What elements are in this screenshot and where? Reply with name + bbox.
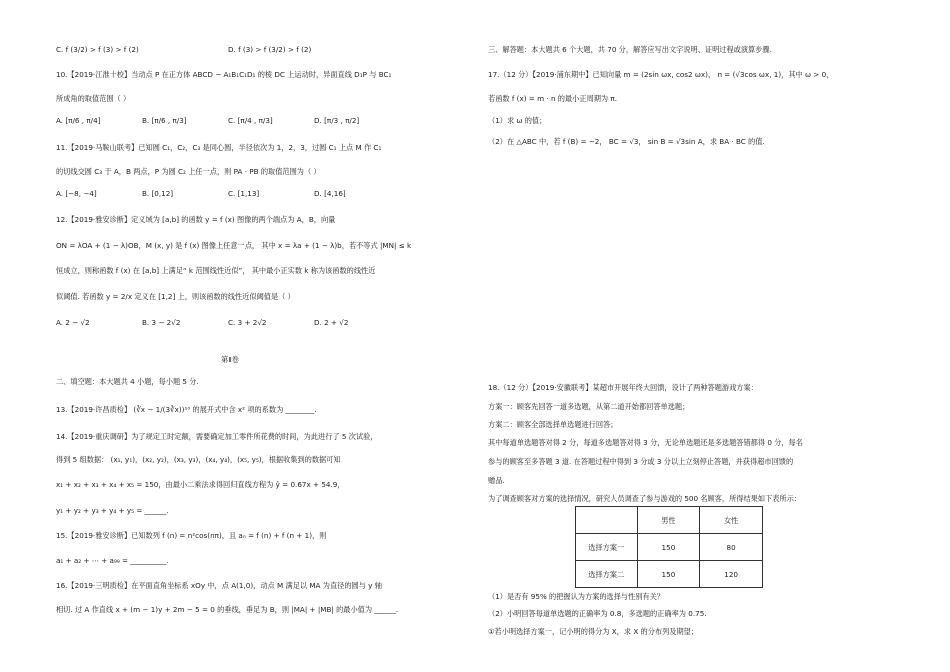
question-18-part2: （2）小明回答每道单选题的正确率为 0.8，多选题的正确率为 0.75. — [488, 609, 707, 618]
question-17-part2: （2）在 △ABC 中，若 f (B) = −2， BC = √3， sin B = √3sin A，求 BA · BC 的值. — [488, 137, 765, 146]
option-d-q11: D. [4,16] — [314, 189, 346, 198]
question-15-line2: a₁ + a₂ + ⋯ + a₉₉ = __________. — [56, 556, 169, 565]
table-cell: 150 — [637, 561, 700, 588]
option-c-q12: C. 3 + 2√2 — [228, 318, 267, 327]
table-cell: 选择方案一 — [576, 534, 638, 561]
solutions-heading: 三、解答题：本大题共 6 个大题，共 70 分，解答应写出文字说明、证明过程或演算步骤. — [488, 45, 772, 54]
table-row — [576, 561, 763, 588]
question-11-cont: 的切线交圆 C₃ 于 A，B 两点，P 为圆 C₂ 上任一点，则 PA · PB 的取值范围为（ ） — [56, 167, 321, 176]
survey-table — [575, 506, 763, 588]
question-14: 14.【2019·重庆调研】为了规定工时定额，需要确定加工零件所花费的时间，为此进行了 5 次试验， — [56, 432, 378, 441]
fill-blank-heading: 二、填空题：本大题共 4 小题，每小题 5 分. — [56, 377, 199, 386]
question-14-line4: y₁ + y₂ + y₃ + y₄ + y₅ = ______. — [56, 506, 169, 515]
question-12-line3: 恒成立，则称函数 f (x) 在 [a,b] 上满足“ k 范围线性近似”， 其中最小正实数 k 称为该函数的线性近 — [56, 266, 376, 275]
question-12-line2: ON = λOA + (1 − λ)OB，M (x, y) 是 f (x) 图像上任意一点， 其中 x = λa + (1 − λ)b，若不等式 |MN| ≤ k — [56, 241, 412, 250]
question-14-line2: 得到 5 组数据： (x₁, y₁)，(x₂, y₂)，(x₃, y₃)，(x₄, y₄)，(x₅, y₅)，根据收集到的数据可知 — [56, 455, 341, 464]
question-12: 12.【2019·雅安诊断】定义域为 [a,b] 的函数 y = f (x) 图像的两个端点为 A，B，向量 — [56, 215, 336, 224]
option-a-q11: A. [−8, −4] — [56, 189, 97, 198]
table-cell: 80 — [700, 534, 763, 561]
option-b-q12: B. 3 − 2√2 — [142, 318, 181, 327]
table-cell: 女性 — [700, 507, 763, 534]
option-b-q10: B. [π/6 , π/3] — [142, 116, 187, 125]
table-header-row — [576, 507, 763, 534]
scoring-rules-line3: 赠品. — [488, 476, 505, 485]
survey-intro: 为了调查顾客对方案的选择情况，研究人员调查了参与游戏的 500 名顾客，所得结果如下表所示： — [488, 494, 801, 503]
option-d-q10: D. [π/3 , π/2] — [314, 116, 360, 125]
question-18-part2-sub1: ①若小明选择方案一，记小明的得分为 X，求 X 的分布列及期望； — [488, 627, 699, 636]
question-16-line2: 相切. 过 A 作直线 x + (m − 1)y + 2m − 5 = 0 的垂线，垂足为 B，则 |MA| + |MB| 的最小值为 ______. — [56, 605, 399, 614]
question-15: 15.【2019·雅安诊断】已知数列 f (n) = n²cos(nπ)，且 aₙ = f (n) + f (n + 1)，则 — [56, 531, 327, 540]
table-cell: 150 — [637, 534, 700, 561]
plan-one: 方案一：顾客先回答一道多选题，从第二道开始都回答单选题； — [488, 402, 690, 411]
question-10-cont: 所成角的取值范围（ ） — [56, 94, 131, 103]
section-title: 第Ⅱ卷 — [221, 355, 239, 364]
question-14-line3: x₁ + x₂ + x₃ + x₄ + x₅ = 150，由最小二乘法求得回归直线方程为 ŷ = 0.67x + 54.9， — [56, 480, 345, 489]
option-d-q12: D. 2 + √2 — [314, 318, 349, 327]
option-a-q10: A. [π/6 , π/4] — [56, 116, 101, 125]
question-17: 17.（12 分）【2019·浦东期中】已知向量 m = (2sin ωx, cos2 ωx)， n = (√3cos ωx, 1)，其中 ω > 0， — [488, 70, 834, 79]
option-c-q9: C. f (3/2) > f (3) > f (2) — [56, 45, 139, 54]
scoring-rules: 其中每道单选题答对得 2 分，每道多选题答对得 3 分，无论单选题还是多选题答错都得 0 分，每名 — [488, 438, 803, 447]
option-b-q11: B. [0,12] — [142, 189, 174, 198]
option-d-q9: D. f (3) > f (3/2) > f (2) — [228, 45, 312, 54]
table-row — [576, 534, 763, 561]
option-a-q12: A. 2 − √2 — [56, 318, 90, 327]
option-c-q10: C. [π/4 , π/3] — [228, 116, 273, 125]
question-18-part1: （1）是否有 95% 的把握认为方案的选择与性别有关？ — [488, 592, 665, 601]
question-18: 18.（12 分）【2019·安徽联考】某超市开展年终大回馈，设计了两种答题游戏方案： — [488, 383, 758, 392]
table-cell: 选择方案二 — [576, 561, 638, 588]
option-c-q11: C. [1,13] — [228, 189, 260, 198]
question-17-part1: （1）求 ω 的值； — [488, 116, 547, 125]
scoring-rules-line2: 参与的顾客至多答题 3 道. 在答题过程中得到 3 分或 3 分以上立刻停止答题，并获得超市回馈的 — [488, 457, 794, 466]
table-cell: 男性 — [637, 507, 700, 534]
question-12-line4: 似阈值. 若函数 y = 2/x 定义在 [1,2] 上，则该函数的线性近似阈值是（ ） — [56, 292, 295, 301]
table-cell: 120 — [700, 561, 763, 588]
question-11: 11.【2019·马鞍山联考】已知圆 C₁，C₂，C₃ 是同心圆，半径依次为 1，2，3，过圆 C₁ 上点 M 作 C₁ — [56, 143, 382, 152]
table-cell — [576, 507, 638, 534]
question-10: 10.【2019·江淮十校】当动点 P 在正方体 ABCD − A₁B₁C₁D₁ 的棱 DC 上运动时，异面直线 D₁P 与 BC₁ — [56, 70, 392, 79]
question-16: 16.【2019·三明质检】在平面直角坐标系 xOy 中，点 A(1,0)，动点 M 满足以 MA 为直径的圆与 y 轴 — [56, 581, 382, 590]
question-13: 13.【2019·许昌质检】 (∛x − 1/(3∛x))¹⁰ 的展开式中含 x² 项的系数为 ________. — [56, 405, 317, 414]
plan-two: 方案二：顾客全部选择单选题进行回答； — [488, 420, 618, 429]
question-17-line2: 若函数 f (x) = m · n 的最小正周期为 π. — [488, 94, 618, 103]
